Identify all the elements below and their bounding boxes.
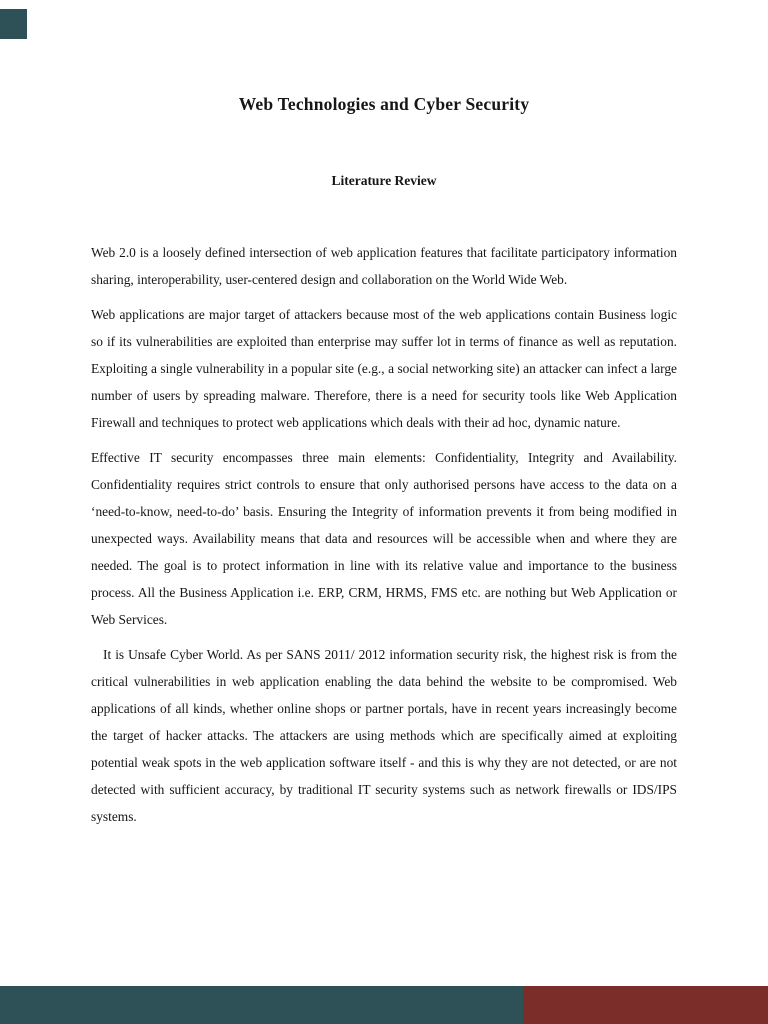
footer-category-bar-right xyxy=(523,986,768,1024)
document-title: Web Technologies and Cyber Security xyxy=(238,94,530,114)
document-body xyxy=(91,239,677,830)
footer-category-bar-left xyxy=(0,986,523,1024)
document-subtitle: Literature Review xyxy=(331,173,437,188)
paragraph-unsafe-cyber-world: It is Unsafe Cyber World. As per SANS 2011/ 2012 information security risk, the highest risk is from the critical vulnerabilities in web application enabling the data behind the website to be compromised. Web applications of all kinds, whether online shops or partner portals, have in recent years increasingly become the target of hacker attacks. The attackers are using methods which are specifically aimed at exploiting potential weak spots in the web application software itself - and this is why they are not detected, or are not detected with sufficient accuracy, by traditional IT security systems such as network firewalls or IDS/IPS systems. xyxy=(91,647,677,824)
paragraph-web-applications-target: Web applications are major target of attackers because most of the web applications contain Business logic so if its vulnerabilities are exploited than enterprise may suffer lot in terms of finance as well as reputation. Exploiting a single vulnerability in a popular site (e.g., a social networking site) an attacker can infect a large number of users by spreading malware. Therefore, there is a need for security tools like Web Application Firewall and techniques to protect web applications which deals with their ad hoc, dynamic nature. xyxy=(91,307,677,430)
top-left-accent-bar xyxy=(0,9,27,39)
paragraph-web-2-0: Web 2.0 is a loosely defined intersection of web application features that facilitate participatory information sharing, interoperability, user-centered design and collaboration on the World Wide Web. xyxy=(91,245,677,287)
footer-bars xyxy=(0,986,768,1024)
paragraph-effective-it-security: Effective IT security encompasses three main elements: Confidentiality, Integrity and Availability. Confidentiality requires strict controls to ensure that only authorised persons have access to the data on a ‘need-to-know, need-to-do’ basis. Ensuring the Integrity of information prevents it from being modified in unexpected ways. Availability means that data and resources will be accessible when and where they are needed. The goal is to protect information in line with its relative value and importance to the business process. All the Business Application i.e. ERP, CRM, HRMS, FMS etc. are nothing but Web Application or Web Services. xyxy=(91,450,677,627)
